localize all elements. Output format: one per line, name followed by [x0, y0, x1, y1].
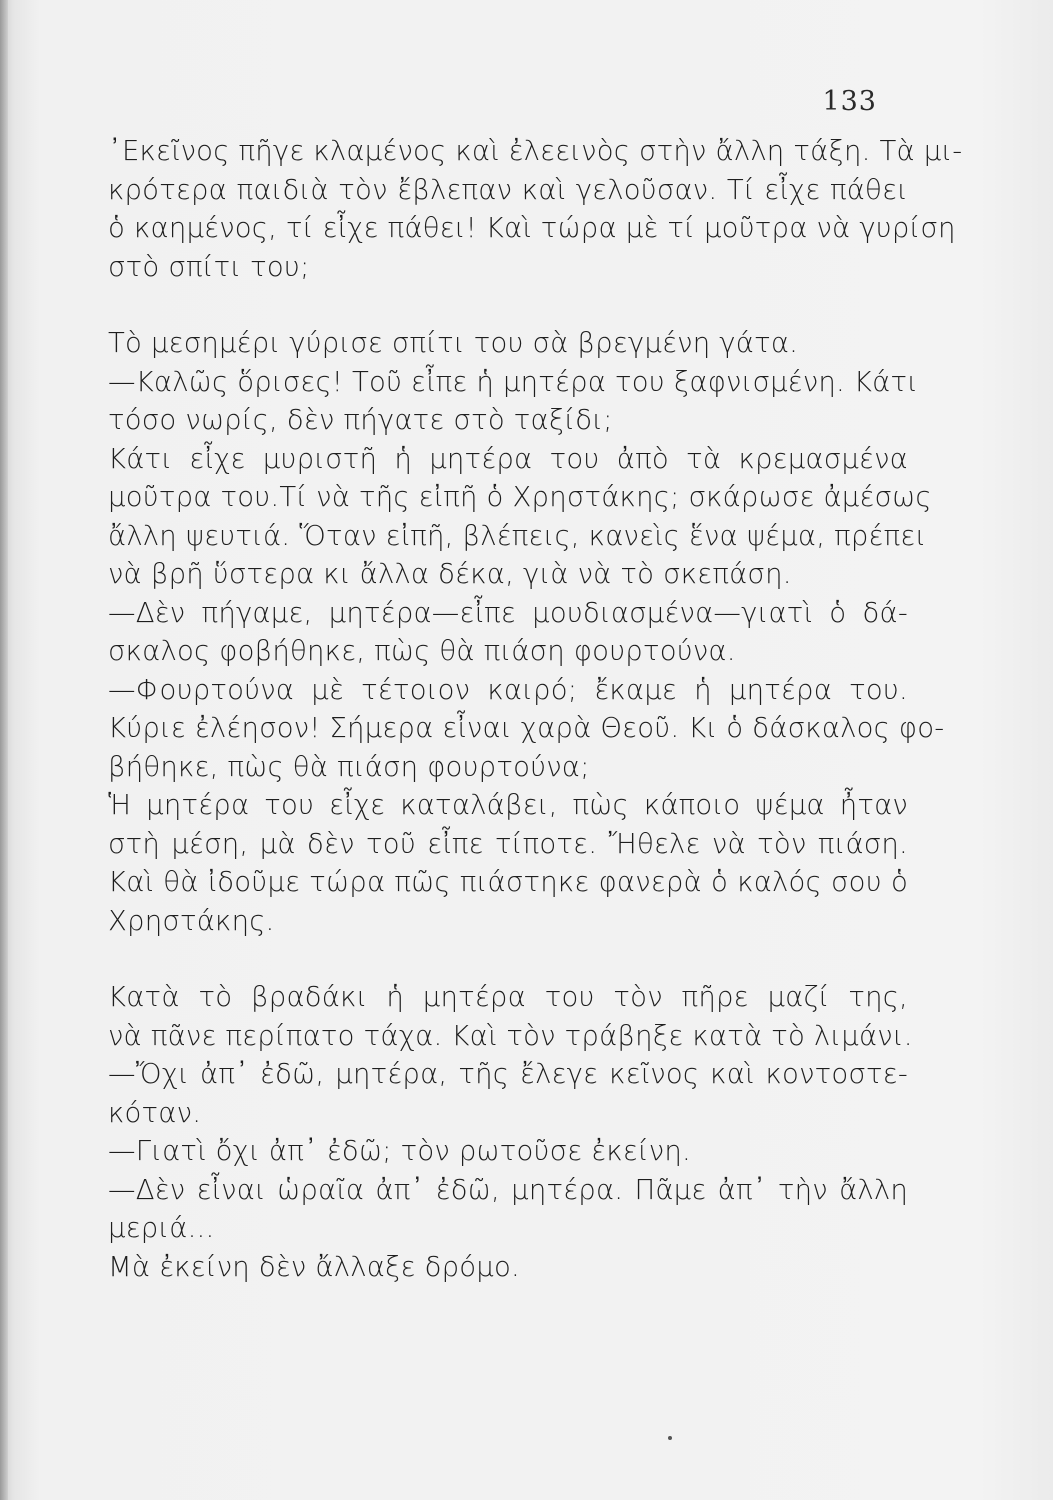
text-line: —Δὲν πήγαμε, μητέρα—εἶπε μουδιασμένα—γιατὶ ὁ δά-	[108, 596, 908, 629]
text-line: —Γιατὶ ὄχι ἀπ᾽ ἐδῶ; τὸν ρωτοῦσε ἐκείνη.	[108, 1135, 691, 1167]
text-line: Κάτι εἶχε μυριστῆ ἡ μητέρα του ἀπὸ τὰ κρεμασμένα	[108, 442, 908, 475]
paragraph-gap	[108, 286, 908, 324]
paragraph	[108, 440, 932, 594]
text-line: σκαλος φοβήθηκε, πὼς θὰ πιάση φουρτούνα.	[108, 635, 736, 667]
page-number: 133	[822, 86, 877, 117]
text-line: κρότερα παιδιὰ τὸν ἔβλεπαν καὶ γελοῦσαν. Τί εἶχε πάθει	[108, 173, 908, 206]
paragraph	[108, 132, 963, 286]
text-line: Ἡ μητέρα του εἶχε καταλάβει, πὼς κάποιο ψέμα ἦταν	[108, 789, 908, 821]
text-line: βήθηκε, πὼς θὰ πιάση φουρτούνα;	[108, 750, 590, 783]
text-line: Χρηστάκης.	[108, 904, 275, 937]
text-line: τόσο νωρίς, δὲν πήγατε στὸ ταξίδι;	[108, 404, 613, 436]
paragraph	[108, 978, 913, 1055]
paragraph	[108, 324, 908, 363]
body-text	[108, 132, 963, 1286]
text-line: Μὰ ἐκείνη δὲν ἄλλαξε δρόμο.	[108, 1250, 520, 1283]
text-line: Κατὰ τὸ βραδάκι ἡ μητέρα του τὸν πῆρε μαζί της,	[108, 981, 908, 1013]
text-line: —Ὄχι ἀπ᾽ ἐδῶ, μητέρα, τῆς ἔλεγε κεῖνος καὶ κοντοστε-	[108, 1058, 908, 1090]
paragraph	[108, 1132, 908, 1171]
text-line: Κύριε ἐλέησον! Σήμερα εἶναι χαρὰ Θεοῦ. Κι ὁ δάσκαλος φο-	[108, 712, 945, 744]
paragraph	[108, 786, 908, 940]
text-line: νὰ βρῆ ὕστερα κι ἄλλα δέκα, γιὰ νὰ τὸ σκεπάση.	[108, 558, 792, 590]
ink-speck	[668, 1436, 672, 1440]
text-line: μοῦτρα του.Τί νὰ τῆς εἰπῆ ὁ Χρηστάκης; σκάρωσε ἀμέσως	[108, 481, 932, 513]
paragraph	[108, 1055, 908, 1132]
text-line: —Δὲν εἶναι ὡραῖα ἀπ᾽ ἐδῶ, μητέρα. Πᾶμε ἀπ᾽ τὴν ἄλλη	[108, 1173, 908, 1206]
paragraph-gap	[108, 940, 908, 978]
text-line: νὰ πᾶνε περίπατο τάχα. Καὶ τὸν τράβηξε κατὰ τὸ λιμάνι.	[108, 1019, 913, 1052]
text-line: ἄλλη ψευτιά. Ὅταν εἰπῆ, βλέπεις, κανεὶς ἕνα ψέμα, πρέπει	[108, 519, 927, 552]
paragraph	[108, 671, 945, 787]
paragraph	[108, 1248, 908, 1287]
text-line: Καὶ θὰ ἰδοῦμε τώρα πῶς πιάστηκε φανερὰ ὁ καλός σου ὁ	[108, 866, 908, 898]
paragraph	[108, 594, 908, 671]
text-line: ᾽Εκεῖνος πῆγε κλαμένος καὶ ἐλεεινὸς στὴν ἄλλη τάξη. Τὰ μι-	[108, 135, 963, 167]
page-spine-shadow	[0, 0, 8, 1500]
text-line: στὸ σπίτι του;	[108, 250, 310, 283]
text-line: Τὸ μεσημέρι γύρισε σπίτι του σὰ βρεγμένη γάτα.	[108, 327, 799, 359]
paragraph	[108, 1171, 908, 1248]
text-line: —Φουρτούνα μὲ τέτοιον καιρό; ἔκαμε ἡ μητέρα του.	[108, 673, 908, 706]
text-line: μεριά...	[108, 1212, 215, 1244]
text-line: —Καλῶς ὅρισες! Τοῦ εἶπε ἡ μητέρα του ξαφνισμένη. Κάτι	[108, 365, 919, 398]
text-line: στὴ μέση, μὰ δὲν τοῦ εἶπε τίποτε. Ἤθελε νὰ τὸν πιάση.	[108, 827, 908, 860]
text-line: ὁ καημένος, τί εἶχε πάθει! Καὶ τώρα μὲ τί μοῦτρα νὰ γυρίση	[108, 212, 956, 244]
text-line: κόταν.	[108, 1096, 202, 1129]
paragraph	[108, 363, 919, 440]
